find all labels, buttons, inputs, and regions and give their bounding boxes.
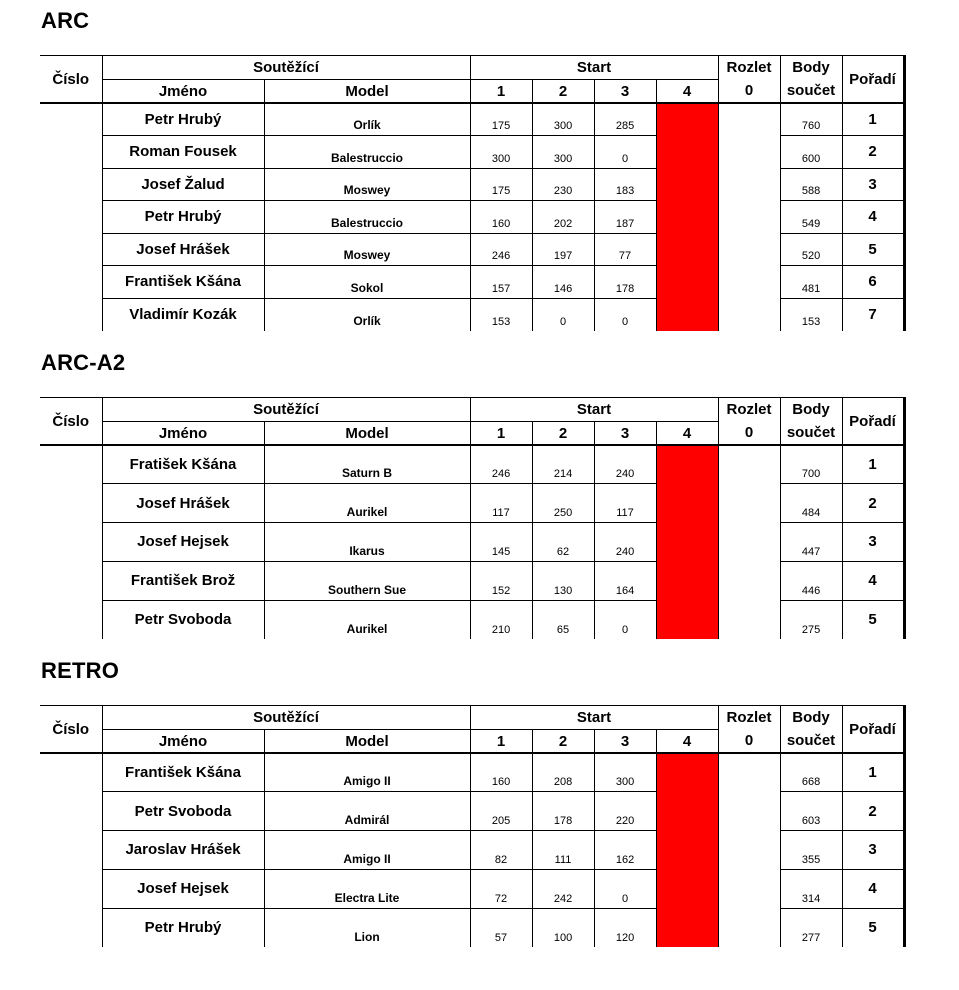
rank: 1	[842, 103, 904, 136]
header-cislo: Číslo	[40, 706, 102, 754]
start-2-score: 178	[532, 792, 594, 831]
rank: 5	[842, 908, 904, 947]
table-row	[40, 103, 904, 136]
start-3-score: 164	[594, 561, 656, 600]
start-3-score: 117	[594, 484, 656, 523]
table-row	[40, 561, 904, 600]
cislo-cell	[40, 298, 102, 331]
header-jmeno: Jméno	[102, 80, 264, 104]
start-4-cell	[656, 523, 718, 562]
cislo-cell	[40, 831, 102, 870]
competitor-name: Petr Hrubý	[102, 201, 264, 234]
start-2-score: 208	[532, 753, 594, 792]
rozlet-cell	[718, 561, 780, 600]
start-3-score: 120	[594, 908, 656, 947]
rank: 5	[842, 233, 904, 266]
rank: 5	[842, 600, 904, 639]
cislo-cell	[40, 266, 102, 299]
model-name: Amigo II	[264, 831, 470, 870]
header-soucet: součet	[780, 80, 842, 104]
cislo-cell	[40, 445, 102, 484]
start-1-score: 57	[470, 908, 532, 947]
total-score: 153	[780, 298, 842, 331]
rank: 6	[842, 266, 904, 299]
competitor-name: František Brož	[102, 561, 264, 600]
rank: 3	[842, 523, 904, 562]
table-row	[40, 484, 904, 523]
competitor-name: Fratišek Kšána	[102, 445, 264, 484]
rank: 7	[842, 298, 904, 331]
header-rozlet: Rozlet	[718, 398, 780, 422]
table-row	[40, 908, 904, 947]
header-soutezici: Soutěžící	[102, 706, 470, 730]
start-3-score: 220	[594, 792, 656, 831]
header-poradi: Pořadí	[842, 706, 904, 754]
cislo-cell	[40, 561, 102, 600]
start-2-score: 300	[532, 136, 594, 169]
section-title: ARC-A2	[41, 350, 126, 375]
header-rozlet: Rozlet	[718, 706, 780, 730]
model-name: Moswey	[264, 168, 470, 201]
table-row	[40, 201, 904, 234]
start-2-score: 65	[532, 600, 594, 639]
model-name: Sokol	[264, 266, 470, 299]
cislo-cell	[40, 523, 102, 562]
competitor-name: Josef Žalud	[102, 168, 264, 201]
header-jmeno: Jméno	[102, 422, 264, 446]
header-soutezici: Soutěžící	[102, 398, 470, 422]
table-row	[40, 831, 904, 870]
competitor-name: Josef Hejsek	[102, 523, 264, 562]
table-row	[40, 233, 904, 266]
start-2-score: 130	[532, 561, 594, 600]
rozlet-cell	[718, 168, 780, 201]
start-1-score: 175	[470, 168, 532, 201]
header-model: Model	[264, 730, 470, 754]
rank: 4	[842, 201, 904, 234]
start-1-score: 153	[470, 298, 532, 331]
model-name: Balestruccio	[264, 136, 470, 169]
section-title: RETRO	[41, 658, 119, 683]
cislo-cell	[40, 484, 102, 523]
start-1-score: 175	[470, 103, 532, 136]
rank: 3	[842, 168, 904, 201]
rank: 2	[842, 484, 904, 523]
rozlet-cell	[718, 869, 780, 908]
rozlet-cell	[718, 233, 780, 266]
start-3-score: 240	[594, 523, 656, 562]
competitor-name: František Kšána	[102, 266, 264, 299]
rozlet-cell	[718, 484, 780, 523]
competitor-name: Josef Hrášek	[102, 233, 264, 266]
rank: 2	[842, 792, 904, 831]
start-1-score: 160	[470, 753, 532, 792]
start-4-cell	[656, 869, 718, 908]
rozlet-cell	[718, 103, 780, 136]
start-3-score: 240	[594, 445, 656, 484]
total-score: 314	[780, 869, 842, 908]
results-table	[40, 397, 906, 639]
header-start-4: 4	[656, 80, 718, 104]
start-2-score: 0	[532, 298, 594, 331]
cislo-cell	[40, 103, 102, 136]
cislo-cell	[40, 600, 102, 639]
start-3-score: 0	[594, 600, 656, 639]
results-table	[40, 55, 906, 331]
header-body: Body	[780, 398, 842, 422]
total-score: 668	[780, 753, 842, 792]
header-poradi: Pořadí	[842, 56, 904, 104]
competitor-name: František Kšána	[102, 753, 264, 792]
start-3-score: 77	[594, 233, 656, 266]
model-name: Orlík	[264, 103, 470, 136]
competitor-name: Petr Svoboda	[102, 792, 264, 831]
start-2-score: 62	[532, 523, 594, 562]
table-row	[40, 869, 904, 908]
rozlet-cell	[718, 445, 780, 484]
table-row	[40, 266, 904, 299]
competitor-name: Josef Hrášek	[102, 484, 264, 523]
start-1-score: 246	[470, 445, 532, 484]
model-name: Lion	[264, 908, 470, 947]
start-4-cell	[656, 233, 718, 266]
model-name: Admirál	[264, 792, 470, 831]
rank: 2	[842, 136, 904, 169]
rozlet-cell	[718, 523, 780, 562]
cislo-cell	[40, 136, 102, 169]
start-3-score: 300	[594, 753, 656, 792]
rozlet-cell	[718, 831, 780, 870]
start-1-score: 205	[470, 792, 532, 831]
total-score: 549	[780, 201, 842, 234]
model-name: Ikarus	[264, 523, 470, 562]
total-score: 700	[780, 445, 842, 484]
start-4-cell	[656, 831, 718, 870]
start-1-score: 117	[470, 484, 532, 523]
results-table	[40, 705, 906, 947]
start-4-cell	[656, 753, 718, 792]
model-name: Orlík	[264, 298, 470, 331]
start-4-cell	[656, 168, 718, 201]
start-2-score: 111	[532, 831, 594, 870]
header-start-4: 4	[656, 730, 718, 754]
header-start: Start	[470, 706, 718, 730]
start-4-cell	[656, 792, 718, 831]
start-1-score: 157	[470, 266, 532, 299]
total-score: 600	[780, 136, 842, 169]
start-4-cell	[656, 103, 718, 136]
header-rozlet-0: 0	[718, 422, 780, 446]
header-cislo: Číslo	[40, 56, 102, 104]
header-start-3: 3	[594, 730, 656, 754]
start-3-score: 183	[594, 168, 656, 201]
competitor-name: Roman Fousek	[102, 136, 264, 169]
header-model: Model	[264, 422, 470, 446]
rozlet-cell	[718, 753, 780, 792]
start-3-score: 162	[594, 831, 656, 870]
start-2-score: 300	[532, 103, 594, 136]
header-start-2: 2	[532, 422, 594, 446]
cislo-cell	[40, 201, 102, 234]
section-title: ARC	[41, 8, 90, 33]
model-name: Southern Sue	[264, 561, 470, 600]
rozlet-cell	[718, 298, 780, 331]
start-2-score: 202	[532, 201, 594, 234]
header-start-2: 2	[532, 80, 594, 104]
start-2-score: 230	[532, 168, 594, 201]
competitor-name: Vladimír Kozák	[102, 298, 264, 331]
start-2-score: 242	[532, 869, 594, 908]
table-row	[40, 298, 904, 331]
table-row	[40, 792, 904, 831]
header-start-2: 2	[532, 730, 594, 754]
header-soucet: součet	[780, 730, 842, 754]
competitor-name: Jaroslav Hrášek	[102, 831, 264, 870]
start-3-score: 187	[594, 201, 656, 234]
start-1-score: 210	[470, 600, 532, 639]
header-start: Start	[470, 398, 718, 422]
start-4-cell	[656, 484, 718, 523]
table-row	[40, 600, 904, 639]
total-score: 484	[780, 484, 842, 523]
model-name: Balestruccio	[264, 201, 470, 234]
cislo-cell	[40, 908, 102, 947]
table-row	[40, 753, 904, 792]
start-4-cell	[656, 266, 718, 299]
cislo-cell	[40, 753, 102, 792]
header-start: Start	[470, 56, 718, 80]
start-1-score: 145	[470, 523, 532, 562]
start-1-score: 152	[470, 561, 532, 600]
model-name: Aurikel	[264, 484, 470, 523]
start-4-cell	[656, 561, 718, 600]
start-4-cell	[656, 201, 718, 234]
total-score: 481	[780, 266, 842, 299]
table-row	[40, 523, 904, 562]
start-3-score: 178	[594, 266, 656, 299]
total-score: 446	[780, 561, 842, 600]
start-3-score: 0	[594, 869, 656, 908]
total-score: 760	[780, 103, 842, 136]
rank: 4	[842, 869, 904, 908]
header-start-3: 3	[594, 422, 656, 446]
start-2-score: 100	[532, 908, 594, 947]
header-rozlet-0: 0	[718, 730, 780, 754]
header-model: Model	[264, 80, 470, 104]
competitor-name: Josef Hejsek	[102, 869, 264, 908]
cislo-cell	[40, 869, 102, 908]
model-name: Moswey	[264, 233, 470, 266]
rozlet-cell	[718, 792, 780, 831]
cislo-cell	[40, 792, 102, 831]
total-score: 355	[780, 831, 842, 870]
start-4-cell	[656, 445, 718, 484]
rozlet-cell	[718, 600, 780, 639]
start-4-cell	[656, 600, 718, 639]
header-start-3: 3	[594, 80, 656, 104]
header-start-1: 1	[470, 422, 532, 446]
start-2-score: 146	[532, 266, 594, 299]
header-poradi: Pořadí	[842, 398, 904, 446]
start-4-cell	[656, 136, 718, 169]
total-score: 603	[780, 792, 842, 831]
rozlet-cell	[718, 136, 780, 169]
start-4-cell	[656, 298, 718, 331]
cislo-cell	[40, 168, 102, 201]
total-score: 275	[780, 600, 842, 639]
header-body: Body	[780, 56, 842, 80]
header-cislo: Číslo	[40, 398, 102, 446]
header-rozlet-0: 0	[718, 80, 780, 104]
start-2-score: 197	[532, 233, 594, 266]
start-4-cell	[656, 908, 718, 947]
start-3-score: 0	[594, 298, 656, 331]
table-row	[40, 445, 904, 484]
header-rozlet: Rozlet	[718, 56, 780, 80]
competitor-name: Petr Hrubý	[102, 103, 264, 136]
rozlet-cell	[718, 266, 780, 299]
rank: 1	[842, 753, 904, 792]
header-start-1: 1	[470, 730, 532, 754]
table-row	[40, 136, 904, 169]
rank: 3	[842, 831, 904, 870]
total-score: 588	[780, 168, 842, 201]
header-body: Body	[780, 706, 842, 730]
rozlet-cell	[718, 908, 780, 947]
cislo-cell	[40, 233, 102, 266]
header-jmeno: Jméno	[102, 730, 264, 754]
total-score: 520	[780, 233, 842, 266]
total-score: 277	[780, 908, 842, 947]
start-2-score: 214	[532, 445, 594, 484]
start-3-score: 285	[594, 103, 656, 136]
start-1-score: 72	[470, 869, 532, 908]
header-soutezici: Soutěžící	[102, 56, 470, 80]
competitor-name: Petr Hrubý	[102, 908, 264, 947]
start-1-score: 82	[470, 831, 532, 870]
competitor-name: Petr Svoboda	[102, 600, 264, 639]
total-score: 447	[780, 523, 842, 562]
header-start-4: 4	[656, 422, 718, 446]
start-2-score: 250	[532, 484, 594, 523]
header-start-1: 1	[470, 80, 532, 104]
start-1-score: 300	[470, 136, 532, 169]
rank: 1	[842, 445, 904, 484]
start-3-score: 0	[594, 136, 656, 169]
start-1-score: 246	[470, 233, 532, 266]
model-name: Saturn B	[264, 445, 470, 484]
start-1-score: 160	[470, 201, 532, 234]
header-soucet: součet	[780, 422, 842, 446]
model-name: Amigo II	[264, 753, 470, 792]
rozlet-cell	[718, 201, 780, 234]
rank: 4	[842, 561, 904, 600]
table-row	[40, 168, 904, 201]
model-name: Electra Lite	[264, 869, 470, 908]
model-name: Aurikel	[264, 600, 470, 639]
